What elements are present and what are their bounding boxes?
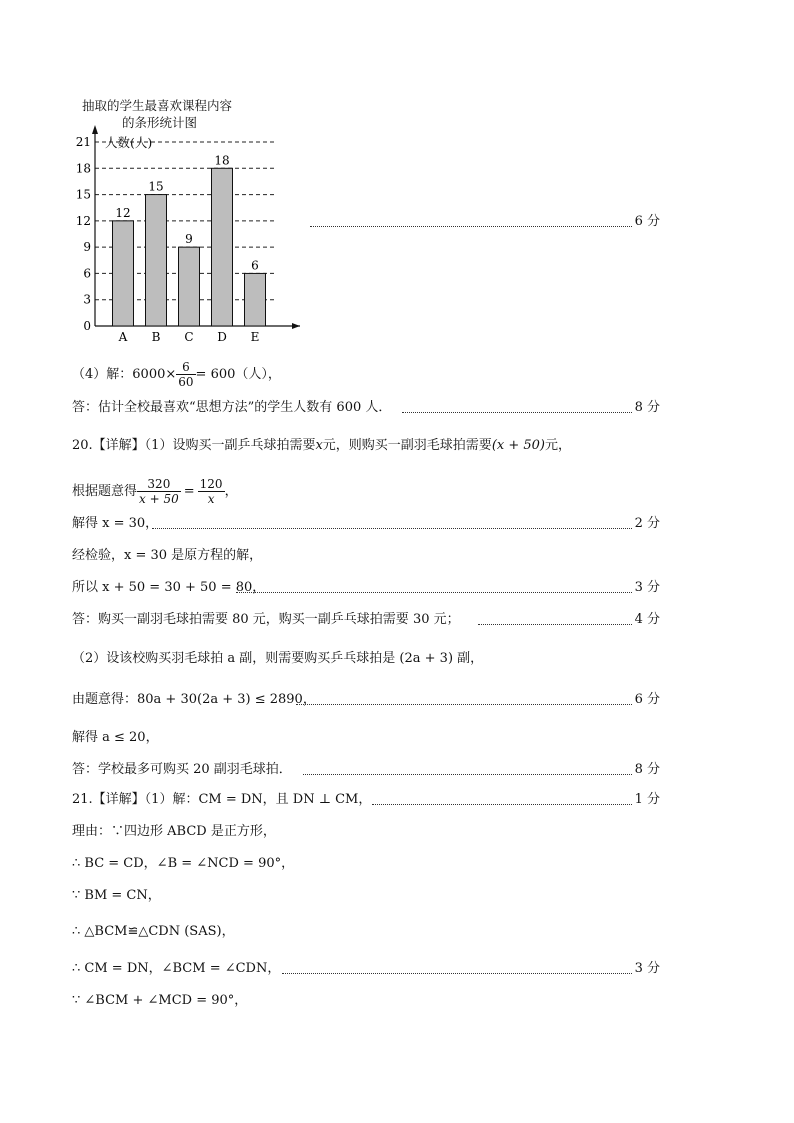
q20-solve2: 解得 a ≤ 20， bbox=[72, 730, 159, 745]
q21-step3: ∴ △BCM≌△CDN (SAS)， bbox=[72, 924, 235, 939]
q20-eq-prefix: 根据题意得 bbox=[72, 484, 138, 499]
q20-equation bbox=[72, 477, 238, 506]
q20-header-end: 元， bbox=[545, 438, 572, 453]
leader-dots bbox=[372, 804, 632, 805]
q20-expr: (x + 50) bbox=[491, 438, 545, 453]
q19-part4-prefix: （4）解： bbox=[72, 367, 133, 382]
x-tick-label: D bbox=[217, 330, 227, 344]
q21-header: 21.【详解】（1）解：CM = DN，且 DN ⊥ CM， bbox=[72, 792, 372, 807]
score-q20-ineq: 6 分 bbox=[634, 692, 660, 707]
q20-var: x bbox=[315, 438, 323, 453]
q19-fraction bbox=[176, 360, 195, 389]
bar-chart bbox=[60, 95, 320, 355]
y-tick-label: 18 bbox=[75, 161, 91, 176]
leader-dots bbox=[282, 973, 632, 974]
y-tick-label: 15 bbox=[75, 187, 91, 202]
q20-frac2-num: 120 bbox=[199, 477, 223, 491]
x-tick-label: A bbox=[118, 330, 128, 344]
q19-part4-lhs: 6000× bbox=[132, 367, 177, 382]
data-label: 12 bbox=[115, 205, 131, 220]
q19-part4 bbox=[72, 360, 281, 389]
data-label: 6 bbox=[251, 258, 259, 273]
bar-D bbox=[212, 168, 233, 326]
leader-dots bbox=[296, 704, 632, 705]
x-tick-label: C bbox=[184, 330, 194, 344]
y-tick-label: 9 bbox=[83, 240, 91, 255]
leader-dots bbox=[152, 528, 632, 529]
q21-step5: ∵ ∠BCM + ∠MCD = 90°， bbox=[72, 993, 248, 1008]
x-axis-arrow bbox=[292, 323, 300, 329]
leader-dots bbox=[303, 774, 632, 775]
data-label: 18 bbox=[214, 153, 230, 168]
q21-reason: 理由：∵四边形 ABCD 是正方形， bbox=[72, 824, 276, 839]
y-axis-label: 人数(人) bbox=[105, 135, 153, 150]
bar-E bbox=[245, 273, 266, 326]
score-q21-header: 1 分 bbox=[634, 792, 660, 807]
y-axis-arrow bbox=[92, 125, 98, 134]
y-tick-label: 6 bbox=[83, 266, 91, 281]
score-q20-solve: 2 分 bbox=[634, 516, 660, 531]
score-q19: 8 分 bbox=[634, 400, 660, 415]
y-tick-label: 3 bbox=[83, 292, 91, 307]
q20-header bbox=[72, 437, 571, 455]
score-q20-so: 3 分 bbox=[634, 580, 660, 595]
chart-title-line1: 抽取的学生最喜欢课程内容 bbox=[82, 98, 233, 113]
data-label: 15 bbox=[148, 179, 164, 194]
q20-ineq: 由题意得：80a + 30(2a + 3) ≤ 2890， bbox=[72, 692, 316, 707]
score-q21-step4: 3 分 bbox=[634, 961, 660, 976]
q20-eq-sign: = bbox=[183, 484, 195, 499]
q20-header-mid: 元，则购买一副羽毛球拍需要 bbox=[322, 438, 492, 453]
bar-C bbox=[179, 247, 200, 326]
q20-frac2-den: x bbox=[207, 492, 215, 506]
y-tick-label: 12 bbox=[75, 213, 91, 228]
chart-title-line2: 的条形统计图 bbox=[122, 115, 198, 130]
score-q20-answer1: 4 分 bbox=[634, 612, 660, 627]
q20-part2: （2）设该校购买羽毛球拍 a 副，则需要购买乒乓球拍是 (2a + 3) 副， bbox=[72, 651, 484, 666]
q21-step1: ∴ BC = CD，∠B = ∠NCD = 90°， bbox=[72, 856, 295, 871]
q19-answer: 答：估计全校最喜欢“思想方法”的学生人数有 600 人． bbox=[72, 400, 392, 415]
q20-fraction-2 bbox=[198, 477, 225, 506]
q21-step2: ∵ BM = CN， bbox=[72, 888, 161, 903]
q20-eq-end: ， bbox=[224, 484, 238, 499]
data-label: 9 bbox=[185, 232, 193, 247]
bar-B bbox=[146, 195, 167, 326]
leader-dots bbox=[236, 592, 632, 593]
score-q20-answer2: 8 分 bbox=[634, 762, 660, 777]
q20-frac1-den: x + 50 bbox=[139, 492, 179, 506]
x-tick-label: E bbox=[250, 330, 260, 344]
q20-header-text: 20.【详解】（1）设购买一副乒乓球拍需要 bbox=[72, 438, 316, 453]
leader-dots bbox=[402, 412, 632, 413]
bar-A bbox=[113, 221, 134, 326]
y-tick-label: 0 bbox=[83, 319, 91, 333]
leader-dots bbox=[478, 624, 632, 625]
q20-check: 经检验，x = 30 是原方程的解， bbox=[72, 548, 263, 563]
q20-answer2: 答：学校最多可购买 20 副羽毛球拍． bbox=[72, 762, 292, 777]
leader-dots bbox=[310, 226, 632, 227]
q19-frac-den: 60 bbox=[178, 375, 194, 389]
q20-fraction-1 bbox=[137, 477, 181, 506]
q19-part4-rhs: = 600（人）， bbox=[195, 367, 281, 382]
q20-so: 所以 x + 50 = 30 + 50 = 80， bbox=[72, 580, 266, 595]
score-chart: 6 分 bbox=[634, 214, 660, 229]
x-tick-label: B bbox=[151, 330, 161, 344]
q21-step4: ∴ CM = DN，∠BCM = ∠CDN， bbox=[72, 961, 281, 976]
q20-answer1: 答：购买一副羽毛球拍需要 80 元，购买一副乒乓球拍需要 30 元； bbox=[72, 612, 460, 627]
q20-frac1-num: 320 bbox=[137, 477, 181, 492]
q20-solve: 解得 x = 30， bbox=[72, 516, 159, 531]
y-tick-label: 21 bbox=[75, 135, 91, 149]
q19-frac-num: 6 bbox=[176, 360, 195, 375]
